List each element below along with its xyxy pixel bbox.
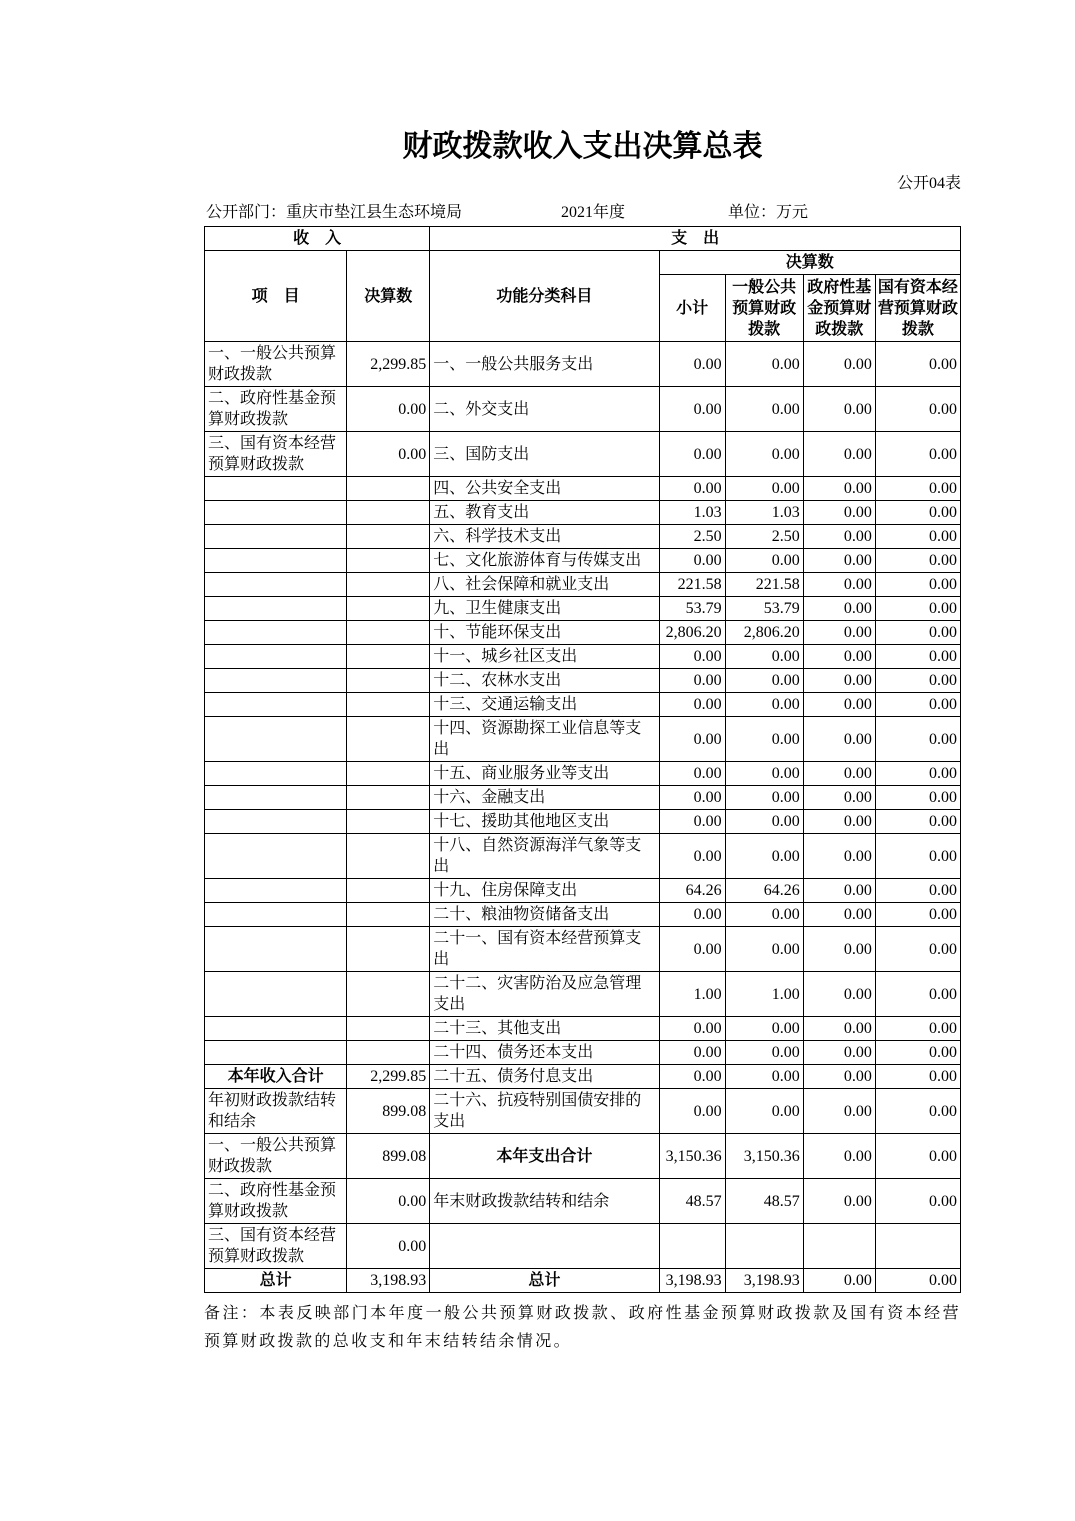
general-budget-cell: 221.58 bbox=[725, 573, 803, 597]
govt-fund-cell: 0.00 bbox=[803, 1269, 875, 1293]
subtotal-cell: 0.00 bbox=[659, 1065, 725, 1089]
subject-cell: 二十、粮油物资储备支出 bbox=[430, 903, 659, 927]
income-amount-cell: 0.00 bbox=[347, 1224, 430, 1269]
state-capital-cell: 0.00 bbox=[875, 645, 960, 669]
income-item-cell bbox=[205, 573, 347, 597]
general-budget-cell: 0.00 bbox=[725, 693, 803, 717]
income-amount-cell bbox=[347, 927, 430, 972]
state-capital-cell: 0.00 bbox=[875, 432, 960, 477]
income-amount-cell: 0.00 bbox=[347, 1179, 430, 1224]
govt-fund-cell: 0.00 bbox=[803, 525, 875, 549]
income-item-cell: 三、国有资本经营预算财政拨款 bbox=[205, 432, 347, 477]
govt-fund-cell: 0.00 bbox=[803, 1179, 875, 1224]
meta-row bbox=[204, 199, 961, 219]
income-item-cell bbox=[205, 927, 347, 972]
income-amount-cell bbox=[347, 717, 430, 762]
general-budget-cell: 0.00 bbox=[725, 432, 803, 477]
subtotal-column-header: 小计 bbox=[659, 275, 725, 342]
general-budget-cell: 0.00 bbox=[725, 1065, 803, 1089]
state-capital-cell: 0.00 bbox=[875, 387, 960, 432]
general-budget-cell bbox=[725, 1224, 803, 1269]
govt-fund-cell: 0.00 bbox=[803, 1041, 875, 1065]
income-amount-cell bbox=[347, 501, 430, 525]
income-item-cell: 三、国有资本经营预算财政拨款 bbox=[205, 1224, 347, 1269]
table-row bbox=[205, 1224, 961, 1269]
income-amount-cell bbox=[347, 1041, 430, 1065]
state-capital-cell: 0.00 bbox=[875, 1041, 960, 1065]
state-capital-cell: 0.00 bbox=[875, 477, 960, 501]
govt-fund-cell: 0.00 bbox=[803, 432, 875, 477]
govt-fund-cell: 0.00 bbox=[803, 810, 875, 834]
general-budget-cell: 0.00 bbox=[725, 387, 803, 432]
table-row bbox=[205, 903, 961, 927]
state-capital-cell: 0.00 bbox=[875, 1017, 960, 1041]
fiscal-appropriation-table bbox=[204, 226, 961, 1293]
state-capital-cell: 0.00 bbox=[875, 597, 960, 621]
subject-cell: 总计 bbox=[430, 1269, 659, 1293]
govt-fund-cell: 0.00 bbox=[803, 762, 875, 786]
subject-cell: 九、卫生健康支出 bbox=[430, 597, 659, 621]
govt-fund-cell: 0.00 bbox=[803, 1089, 875, 1134]
table-row bbox=[205, 669, 961, 693]
state-capital-cell: 0.00 bbox=[875, 786, 960, 810]
general-budget-cell: 0.00 bbox=[725, 1089, 803, 1134]
subtotal-cell: 3,198.93 bbox=[659, 1269, 725, 1293]
income-amount-cell bbox=[347, 597, 430, 621]
income-amount-cell bbox=[347, 525, 430, 549]
govt-fund-cell: 0.00 bbox=[803, 717, 875, 762]
subject-cell: 十二、农林水支出 bbox=[430, 669, 659, 693]
subtotal-cell: 0.00 bbox=[659, 1089, 725, 1134]
table-row bbox=[205, 1017, 961, 1041]
table-row bbox=[205, 1089, 961, 1134]
table-row bbox=[205, 927, 961, 972]
table-row bbox=[205, 762, 961, 786]
state-capital-cell: 0.00 bbox=[875, 810, 960, 834]
govt-fund-cell: 0.00 bbox=[803, 669, 875, 693]
income-item-cell: 二、政府性基金预算财政拨款 bbox=[205, 387, 347, 432]
general-budget-cell: 2.50 bbox=[725, 525, 803, 549]
table-row bbox=[205, 525, 961, 549]
govt-fund-cell: 0.00 bbox=[803, 1017, 875, 1041]
govt-fund-cell: 0.00 bbox=[803, 786, 875, 810]
general-budget-cell: 0.00 bbox=[725, 903, 803, 927]
general-budget-cell: 48.57 bbox=[725, 1179, 803, 1224]
subject-cell: 十一、城乡社区支出 bbox=[430, 645, 659, 669]
general-budget-cell: 0.00 bbox=[725, 927, 803, 972]
govt-fund-cell: 0.00 bbox=[803, 834, 875, 879]
table-row bbox=[205, 501, 961, 525]
subtotal-cell: 0.00 bbox=[659, 549, 725, 573]
subtotal-cell: 0.00 bbox=[659, 432, 725, 477]
subtotal-cell: 0.00 bbox=[659, 834, 725, 879]
income-item-cell bbox=[205, 549, 347, 573]
govt-fund-cell: 0.00 bbox=[803, 879, 875, 903]
income-amount-cell: 899.08 bbox=[347, 1134, 430, 1179]
subtotal-cell: 48.57 bbox=[659, 1179, 725, 1224]
income-final-accounts-header: 决算数 bbox=[347, 251, 430, 342]
income-amount-cell: 3,198.93 bbox=[347, 1269, 430, 1293]
general-budget-cell: 0.00 bbox=[725, 549, 803, 573]
subject-cell: 十六、金融支出 bbox=[430, 786, 659, 810]
income-amount-cell: 2,299.85 bbox=[347, 1065, 430, 1089]
table-row bbox=[205, 432, 961, 477]
state-capital-column-header: 国有资本经营预算财政拨款 bbox=[875, 275, 960, 342]
income-amount-cell bbox=[347, 573, 430, 597]
department-label: 公开部门：重庆市垫江县生态环境局 bbox=[206, 204, 463, 221]
state-capital-cell: 0.00 bbox=[875, 927, 960, 972]
table-row bbox=[205, 879, 961, 903]
govt-fund-cell: 0.00 bbox=[803, 1134, 875, 1179]
income-item-cell bbox=[205, 972, 347, 1017]
govt-fund-cell: 0.00 bbox=[803, 621, 875, 645]
state-capital-cell: 0.00 bbox=[875, 1269, 960, 1293]
income-amount-cell bbox=[347, 621, 430, 645]
fiscal-year-label: 2021年度 bbox=[561, 204, 626, 221]
income-item-cell: 一、一般公共预算财政拨款 bbox=[205, 342, 347, 387]
general-budget-cell: 0.00 bbox=[725, 1017, 803, 1041]
subject-cell: 二十一、国有资本经营预算支出 bbox=[430, 927, 659, 972]
footnote: 备注：本表反映部门本年度一般公共预算财政拨款、政府性基金预算财政拨款及国有资本经营预算财政拨款的总收支和年末结转结余情况。 bbox=[204, 1305, 961, 1350]
subtotal-cell: 0.00 bbox=[659, 717, 725, 762]
income-section-header: 收 入 bbox=[205, 227, 430, 251]
state-capital-cell: 0.00 bbox=[875, 879, 960, 903]
income-item-cell: 一、一般公共预算财政拨款 bbox=[205, 1134, 347, 1179]
state-capital-cell: 0.00 bbox=[875, 342, 960, 387]
table-row bbox=[205, 549, 961, 573]
subject-cell: 十七、援助其他地区支出 bbox=[430, 810, 659, 834]
income-item-cell bbox=[205, 786, 347, 810]
govt-fund-cell: 0.00 bbox=[803, 597, 875, 621]
income-amount-cell bbox=[347, 879, 430, 903]
income-amount-cell bbox=[347, 786, 430, 810]
income-item-cell bbox=[205, 525, 347, 549]
state-capital-cell: 0.00 bbox=[875, 834, 960, 879]
general-budget-cell: 3,150.36 bbox=[725, 1134, 803, 1179]
state-capital-cell: 0.00 bbox=[875, 1179, 960, 1224]
subtotal-cell: 1.00 bbox=[659, 972, 725, 1017]
state-capital-cell: 0.00 bbox=[875, 1065, 960, 1089]
subtotal-cell: 0.00 bbox=[659, 1017, 725, 1041]
state-capital-cell: 0.00 bbox=[875, 549, 960, 573]
subject-cell: 十八、自然资源海洋气象等支出 bbox=[430, 834, 659, 879]
subject-cell: 本年支出合计 bbox=[430, 1134, 659, 1179]
govt-fund-cell: 0.00 bbox=[803, 1065, 875, 1089]
state-capital-cell: 0.00 bbox=[875, 573, 960, 597]
govt-fund-cell: 0.00 bbox=[803, 972, 875, 1017]
subtotal-cell: 0.00 bbox=[659, 903, 725, 927]
state-capital-cell: 0.00 bbox=[875, 717, 960, 762]
subtotal-cell: 0.00 bbox=[659, 645, 725, 669]
income-item-cell: 本年收入合计 bbox=[205, 1065, 347, 1089]
subject-cell bbox=[430, 1224, 659, 1269]
govt-fund-cell: 0.00 bbox=[803, 645, 875, 669]
form-code: 公开04表 bbox=[896, 175, 961, 192]
income-item-cell bbox=[205, 879, 347, 903]
income-amount-cell: 0.00 bbox=[347, 387, 430, 432]
table-row bbox=[205, 810, 961, 834]
subject-cell: 年末财政拨款结转和结余 bbox=[430, 1179, 659, 1224]
state-capital-cell: 0.00 bbox=[875, 1134, 960, 1179]
functional-subject-header: 功能分类科目 bbox=[430, 251, 659, 342]
income-amount-cell bbox=[347, 669, 430, 693]
general-budget-cell: 0.00 bbox=[725, 762, 803, 786]
table-row bbox=[205, 1179, 961, 1224]
subtotal-cell: 0.00 bbox=[659, 786, 725, 810]
subject-cell: 二十二、灾害防治及应急管理支出 bbox=[430, 972, 659, 1017]
income-item-cell: 总计 bbox=[205, 1269, 347, 1293]
subject-cell: 八、社会保障和就业支出 bbox=[430, 573, 659, 597]
item-column-header: 项 目 bbox=[205, 251, 347, 342]
subject-cell: 二十五、债务付息支出 bbox=[430, 1065, 659, 1089]
subject-cell: 十九、住房保障支出 bbox=[430, 879, 659, 903]
state-capital-cell bbox=[875, 1224, 960, 1269]
table-row bbox=[205, 597, 961, 621]
subject-cell: 十三、交通运输支出 bbox=[430, 693, 659, 717]
general-budget-cell: 2,806.20 bbox=[725, 621, 803, 645]
subtotal-cell: 3,150.36 bbox=[659, 1134, 725, 1179]
table-row bbox=[205, 621, 961, 645]
govt-fund-cell: 0.00 bbox=[803, 477, 875, 501]
subject-cell: 六、科学技术支出 bbox=[430, 525, 659, 549]
govt-fund-cell: 0.00 bbox=[803, 573, 875, 597]
subject-cell: 一、一般公共服务支出 bbox=[430, 342, 659, 387]
income-item-cell bbox=[205, 645, 347, 669]
income-amount-cell bbox=[347, 477, 430, 501]
general-budget-cell: 0.00 bbox=[725, 834, 803, 879]
table-row bbox=[205, 786, 961, 810]
subtotal-cell: 2.50 bbox=[659, 525, 725, 549]
income-item-cell bbox=[205, 693, 347, 717]
subtotal-cell: 0.00 bbox=[659, 1041, 725, 1065]
income-item-cell: 二、政府性基金预算财政拨款 bbox=[205, 1179, 347, 1224]
page-title: 财政拨款收入支出决算总表 bbox=[402, 130, 763, 163]
general-budget-cell: 0.00 bbox=[725, 810, 803, 834]
income-item-cell bbox=[205, 597, 347, 621]
state-capital-cell: 0.00 bbox=[875, 972, 960, 1017]
subtotal-cell bbox=[659, 1224, 725, 1269]
unit-label: 单位：万元 bbox=[728, 204, 809, 221]
table-row bbox=[205, 1134, 961, 1179]
govt-fund-cell: 0.00 bbox=[803, 903, 875, 927]
subtotal-cell: 1.03 bbox=[659, 501, 725, 525]
state-capital-cell: 0.00 bbox=[875, 903, 960, 927]
table-row bbox=[205, 645, 961, 669]
general-budget-cell: 1.03 bbox=[725, 501, 803, 525]
income-item-cell bbox=[205, 762, 347, 786]
state-capital-cell: 0.00 bbox=[875, 693, 960, 717]
subtotal-cell: 0.00 bbox=[659, 387, 725, 432]
subject-cell: 七、文化旅游体育与传媒支出 bbox=[430, 549, 659, 573]
govt-fund-cell: 0.00 bbox=[803, 549, 875, 573]
subject-cell: 十、节能环保支出 bbox=[430, 621, 659, 645]
expenditure-section-header: 支 出 bbox=[430, 227, 961, 251]
income-item-cell bbox=[205, 477, 347, 501]
general-budget-cell: 0.00 bbox=[725, 477, 803, 501]
subtotal-cell: 0.00 bbox=[659, 669, 725, 693]
income-amount-cell bbox=[347, 762, 430, 786]
table-row bbox=[205, 387, 961, 432]
table-row bbox=[205, 834, 961, 879]
subtotal-cell: 0.00 bbox=[659, 342, 725, 387]
subject-cell: 二十四、债务还本支出 bbox=[430, 1041, 659, 1065]
subject-cell: 二、外交支出 bbox=[430, 387, 659, 432]
table-row bbox=[205, 1065, 961, 1089]
govt-fund-cell: 0.00 bbox=[803, 501, 875, 525]
general-budget-cell: 0.00 bbox=[725, 645, 803, 669]
govt-fund-cell bbox=[803, 1224, 875, 1269]
subject-cell: 十五、商业服务业等支出 bbox=[430, 762, 659, 786]
income-item-cell bbox=[205, 621, 347, 645]
table-row bbox=[205, 972, 961, 1017]
group-header-row bbox=[205, 251, 961, 275]
govt-fund-cell: 0.00 bbox=[803, 693, 875, 717]
table-row bbox=[205, 1269, 961, 1293]
subject-cell: 十四、资源勘探工业信息等支出 bbox=[430, 717, 659, 762]
income-amount-cell: 2,299.85 bbox=[347, 342, 430, 387]
subject-cell: 五、教育支出 bbox=[430, 501, 659, 525]
document-page bbox=[204, 0, 961, 1356]
state-capital-cell: 0.00 bbox=[875, 501, 960, 525]
state-capital-cell: 0.00 bbox=[875, 1089, 960, 1134]
general-budget-cell: 0.00 bbox=[725, 1041, 803, 1065]
income-amount-cell bbox=[347, 1017, 430, 1041]
state-capital-cell: 0.00 bbox=[875, 762, 960, 786]
subtotal-cell: 0.00 bbox=[659, 477, 725, 501]
income-item-cell bbox=[205, 903, 347, 927]
table-row bbox=[205, 477, 961, 501]
income-amount-cell bbox=[347, 810, 430, 834]
state-capital-cell: 0.00 bbox=[875, 621, 960, 645]
general-budget-column-header: 一般公共预算财政拨款 bbox=[725, 275, 803, 342]
final-accounts-group-header: 决算数 bbox=[659, 251, 960, 275]
income-amount-cell bbox=[347, 903, 430, 927]
income-item-cell bbox=[205, 717, 347, 762]
subject-cell: 二十三、其他支出 bbox=[430, 1017, 659, 1041]
income-amount-cell bbox=[347, 693, 430, 717]
income-item-cell bbox=[205, 1041, 347, 1065]
table-row bbox=[205, 1041, 961, 1065]
general-budget-cell: 0.00 bbox=[725, 669, 803, 693]
subtotal-cell: 0.00 bbox=[659, 693, 725, 717]
income-item-cell bbox=[205, 834, 347, 879]
govt-fund-column-header: 政府性基金预算财政拨款 bbox=[803, 275, 875, 342]
subtotal-cell: 53.79 bbox=[659, 597, 725, 621]
state-capital-cell: 0.00 bbox=[875, 525, 960, 549]
income-item-cell: 年初财政拨款结转和结余 bbox=[205, 1089, 347, 1134]
general-budget-cell: 0.00 bbox=[725, 786, 803, 810]
income-amount-cell bbox=[347, 549, 430, 573]
table-row bbox=[205, 342, 961, 387]
general-budget-cell: 1.00 bbox=[725, 972, 803, 1017]
general-budget-cell: 53.79 bbox=[725, 597, 803, 621]
income-amount-cell: 899.08 bbox=[347, 1089, 430, 1134]
subject-cell: 四、公共安全支出 bbox=[430, 477, 659, 501]
subtotal-cell: 0.00 bbox=[659, 762, 725, 786]
subtotal-cell: 0.00 bbox=[659, 810, 725, 834]
table-row bbox=[205, 693, 961, 717]
subject-cell: 三、国防支出 bbox=[430, 432, 659, 477]
income-amount-cell: 0.00 bbox=[347, 432, 430, 477]
general-budget-cell: 64.26 bbox=[725, 879, 803, 903]
income-item-cell bbox=[205, 669, 347, 693]
govt-fund-cell: 0.00 bbox=[803, 387, 875, 432]
state-capital-cell: 0.00 bbox=[875, 669, 960, 693]
income-item-cell bbox=[205, 1017, 347, 1041]
income-amount-cell bbox=[347, 645, 430, 669]
general-budget-cell: 0.00 bbox=[725, 717, 803, 762]
subtotal-cell: 64.26 bbox=[659, 879, 725, 903]
govt-fund-cell: 0.00 bbox=[803, 927, 875, 972]
income-item-cell bbox=[205, 501, 347, 525]
income-amount-cell bbox=[347, 972, 430, 1017]
subtotal-cell: 0.00 bbox=[659, 927, 725, 972]
general-budget-cell: 3,198.93 bbox=[725, 1269, 803, 1293]
income-item-cell bbox=[205, 810, 347, 834]
govt-fund-cell: 0.00 bbox=[803, 342, 875, 387]
subject-cell: 二十六、抗疫特别国债安排的支出 bbox=[430, 1089, 659, 1134]
section-header-row bbox=[205, 227, 961, 251]
subtotal-cell: 2,806.20 bbox=[659, 621, 725, 645]
table-row bbox=[205, 717, 961, 762]
subtotal-cell: 221.58 bbox=[659, 573, 725, 597]
general-budget-cell: 0.00 bbox=[725, 342, 803, 387]
income-amount-cell bbox=[347, 834, 430, 879]
table-row bbox=[205, 573, 961, 597]
